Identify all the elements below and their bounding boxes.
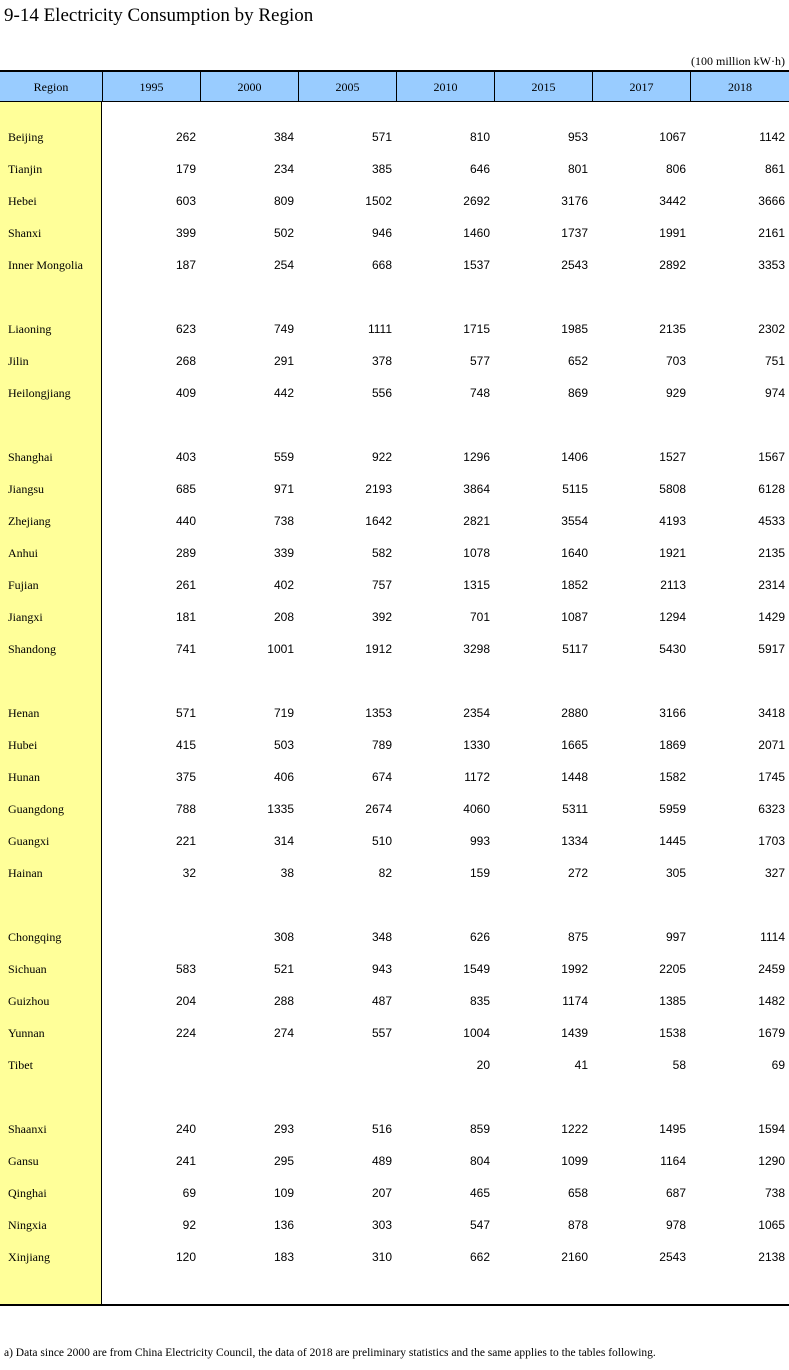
value-cell: 751 — [764, 354, 785, 368]
value-cell: 1921 — [659, 546, 686, 560]
value-cell: 946 — [371, 226, 392, 240]
value-cell: 120 — [175, 1250, 196, 1264]
value-cell: 224 — [175, 1026, 196, 1040]
value-cell: 241 — [175, 1154, 196, 1168]
value-cell: 2354 — [463, 706, 490, 720]
value-cell: 658 — [567, 1186, 588, 1200]
table-row — [0, 831, 789, 851]
unit-label: (100 million kW·h) — [691, 54, 785, 68]
value-cell: 1527 — [659, 450, 686, 464]
value-cell: 385 — [371, 162, 392, 176]
value-cell: 571 — [371, 130, 392, 144]
value-cell: 293 — [273, 1122, 294, 1136]
value-cell: 583 — [175, 962, 196, 976]
column-header: 2000 — [200, 72, 298, 102]
table-row — [0, 1247, 789, 1267]
value-cell: 4060 — [463, 802, 490, 816]
value-cell: 2135 — [758, 546, 785, 560]
region-name: Jiangsu — [8, 482, 44, 496]
value-cell: 2302 — [758, 322, 785, 336]
value-cell: 804 — [469, 1154, 490, 1168]
table-row — [0, 255, 789, 275]
value-cell: 415 — [175, 738, 196, 752]
value-cell: 577 — [469, 354, 490, 368]
value-cell: 289 — [175, 546, 196, 560]
region-name: Shanghai — [8, 450, 53, 464]
region-name: Beijing — [8, 130, 44, 144]
value-cell: 440 — [175, 514, 196, 528]
value-cell: 1594 — [758, 1122, 785, 1136]
value-cell: 339 — [273, 546, 294, 560]
value-cell: 406 — [273, 770, 294, 784]
value-cell: 875 — [567, 930, 588, 944]
value-cell: 719 — [273, 706, 294, 720]
table-row — [0, 767, 789, 787]
value-cell — [102, 927, 196, 947]
value-cell: 268 — [175, 354, 196, 368]
region-name: Liaoning — [8, 322, 52, 336]
value-cell: 1495 — [659, 1122, 686, 1136]
value-cell: 1665 — [561, 738, 588, 752]
region-name: Anhui — [8, 546, 38, 560]
table-row — [0, 959, 789, 979]
region-name: Guangdong — [8, 802, 64, 816]
value-cell: 92 — [182, 1218, 196, 1232]
value-cell: 20 — [476, 1058, 490, 1072]
value-cell: 738 — [764, 1186, 785, 1200]
table-row — [0, 607, 789, 627]
value-cell: 2138 — [758, 1250, 785, 1264]
table-row — [0, 543, 789, 563]
value-cell: 1439 — [561, 1026, 588, 1040]
value-cell: 272 — [567, 866, 588, 880]
value-cell: 1330 — [463, 738, 490, 752]
value-cell: 701 — [469, 610, 490, 624]
value-cell: 1099 — [561, 1154, 588, 1168]
table-header — [0, 70, 789, 102]
value-cell: 687 — [665, 1186, 686, 1200]
value-cell: 810 — [469, 130, 490, 144]
value-cell: 38 — [280, 866, 294, 880]
value-cell: 1448 — [561, 770, 588, 784]
value-cell: 1087 — [561, 610, 588, 624]
region-name: Hebei — [8, 194, 37, 208]
value-cell: 442 — [273, 386, 294, 400]
value-cell: 3166 — [659, 706, 686, 720]
value-cell: 295 — [273, 1154, 294, 1168]
value-cell: 3418 — [758, 706, 785, 720]
value-cell: 183 — [273, 1250, 294, 1264]
value-cell: 703 — [665, 354, 686, 368]
value-cell: 547 — [469, 1218, 490, 1232]
table-bottom-rule — [0, 1304, 789, 1306]
value-cell: 1549 — [463, 962, 490, 976]
value-cell: 623 — [175, 322, 196, 336]
value-cell: 308 — [273, 930, 294, 944]
value-cell: 2135 — [659, 322, 686, 336]
column-header: 2015 — [494, 72, 592, 102]
value-cell: 869 — [567, 386, 588, 400]
value-cell: 1294 — [659, 610, 686, 624]
value-cell: 1679 — [758, 1026, 785, 1040]
value-cell: 878 — [567, 1218, 588, 1232]
value-cell: 516 — [371, 1122, 392, 1136]
region-name: Ningxia — [8, 1218, 47, 1232]
table-row — [0, 447, 789, 467]
value-cell: 510 — [371, 834, 392, 848]
value-cell: 1385 — [659, 994, 686, 1008]
table-row — [0, 479, 789, 499]
value-cell: 1715 — [463, 322, 490, 336]
value-cell: 1567 — [758, 450, 785, 464]
value-cell: 1869 — [659, 738, 686, 752]
value-cell: 5430 — [659, 642, 686, 656]
column-header: 2018 — [690, 72, 789, 102]
value-cell — [200, 1055, 294, 1075]
value-cell: 1001 — [267, 642, 294, 656]
table-row — [0, 575, 789, 595]
region-name: Jiangxi — [8, 610, 43, 624]
value-cell: 4193 — [659, 514, 686, 528]
value-cell: 41 — [574, 1058, 588, 1072]
table-row — [0, 1055, 789, 1075]
value-cell: 861 — [764, 162, 785, 176]
footnote: a) Data since 2000 are from China Electricity Council, the data of 2018 are preliminary statistics and the same applies to the tables following. — [4, 1347, 656, 1359]
value-cell: 1142 — [759, 130, 785, 144]
value-cell: 646 — [469, 162, 490, 176]
table-row — [0, 1119, 789, 1139]
region-name: Henan — [8, 706, 40, 720]
value-cell: 2314 — [758, 578, 785, 592]
value-cell: 2113 — [660, 578, 686, 592]
value-cell: 5808 — [659, 482, 686, 496]
value-cell: 668 — [371, 258, 392, 272]
value-cell: 2821 — [463, 514, 490, 528]
value-cell: 1502 — [365, 194, 392, 208]
value-cell: 1537 — [463, 258, 490, 272]
value-cell: 1737 — [561, 226, 588, 240]
value-cell: 403 — [175, 450, 196, 464]
value-cell: 1429 — [758, 610, 785, 624]
value-cell: 402 — [273, 578, 294, 592]
value-cell — [102, 1055, 196, 1075]
table-row — [0, 735, 789, 755]
value-cell: 502 — [273, 226, 294, 240]
value-cell: 274 — [273, 1026, 294, 1040]
value-cell: 409 — [175, 386, 196, 400]
column-header: 1995 — [102, 72, 200, 102]
table-row — [0, 191, 789, 211]
value-cell: 2205 — [659, 962, 686, 976]
value-cell: 652 — [567, 354, 588, 368]
value-cell: 929 — [665, 386, 686, 400]
value-cell: 1114 — [760, 930, 785, 944]
value-cell: 1290 — [758, 1154, 785, 1168]
value-cell: 489 — [371, 1154, 392, 1168]
table-row — [0, 511, 789, 531]
value-cell: 1065 — [758, 1218, 785, 1232]
value-cell: 1445 — [659, 834, 686, 848]
value-cell: 1067 — [659, 130, 686, 144]
value-cell: 1985 — [561, 322, 588, 336]
value-cell: 5917 — [758, 642, 785, 656]
value-cell: 187 — [175, 258, 196, 272]
region-name: Heilongjiang — [8, 386, 71, 400]
value-cell: 922 — [371, 450, 392, 464]
value-cell: 288 — [273, 994, 294, 1008]
value-cell: 674 — [371, 770, 392, 784]
region-name: Sichuan — [8, 962, 47, 976]
value-cell: 136 — [273, 1218, 294, 1232]
value-cell: 1111 — [367, 322, 392, 336]
value-cell: 1406 — [561, 450, 588, 464]
value-cell: 2543 — [659, 1250, 686, 1264]
value-cell: 1745 — [758, 770, 785, 784]
value-cell: 204 — [175, 994, 196, 1008]
value-cell: 487 — [371, 994, 392, 1008]
region-name: Shaanxi — [8, 1122, 47, 1136]
value-cell: 384 — [273, 130, 294, 144]
value-cell: 2161 — [758, 226, 785, 240]
value-cell: 348 — [371, 930, 392, 944]
value-cell: 3666 — [758, 194, 785, 208]
value-cell: 626 — [469, 930, 490, 944]
region-name: Shandong — [8, 642, 56, 656]
region-name: Tianjin — [8, 162, 43, 176]
value-cell: 159 — [469, 866, 490, 880]
value-cell: 2459 — [758, 962, 785, 976]
value-cell: 749 — [273, 322, 294, 336]
value-cell: 399 — [175, 226, 196, 240]
value-cell: 3353 — [758, 258, 785, 272]
column-header: Region — [33, 80, 69, 94]
table-row — [0, 159, 789, 179]
value-cell: 262 — [175, 130, 196, 144]
value-cell: 1538 — [659, 1026, 686, 1040]
table-row — [0, 799, 789, 819]
value-cell: 314 — [273, 834, 294, 848]
value-cell: 5117 — [562, 642, 588, 656]
value-cell: 1296 — [463, 450, 490, 464]
value-cell: 1334 — [561, 834, 588, 848]
value-cell: 2880 — [561, 706, 588, 720]
value-cell: 1353 — [365, 706, 392, 720]
value-cell: 801 — [567, 162, 588, 176]
value-cell: 997 — [665, 930, 686, 944]
value-cell: 82 — [378, 866, 392, 880]
table-row — [0, 351, 789, 371]
value-cell: 261 — [175, 578, 196, 592]
value-cell: 503 — [273, 738, 294, 752]
value-cell: 571 — [175, 706, 196, 720]
region-name: Gansu — [8, 1154, 39, 1168]
value-cell: 5115 — [562, 482, 588, 496]
value-cell: 6128 — [758, 482, 785, 496]
value-cell: 2674 — [365, 802, 392, 816]
value-cell: 2892 — [659, 258, 686, 272]
value-cell: 748 — [469, 386, 490, 400]
region-name: Hainan — [8, 866, 43, 880]
value-cell: 3554 — [561, 514, 588, 528]
value-cell: 1460 — [463, 226, 490, 240]
value-cell: 208 — [273, 610, 294, 624]
value-cell: 3864 — [463, 482, 490, 496]
value-cell: 685 — [175, 482, 196, 496]
value-cell: 4533 — [758, 514, 785, 528]
value-cell: 2193 — [365, 482, 392, 496]
region-name: Hunan — [8, 770, 40, 784]
region-name: Zhejiang — [8, 514, 51, 528]
value-cell: 58 — [672, 1058, 686, 1072]
region-name: Xinjiang — [8, 1250, 50, 1264]
table-row — [0, 319, 789, 339]
region-name: Inner Mongolia — [8, 258, 83, 272]
page-title: 9-14 Electricity Consumption by Region — [4, 5, 314, 26]
region-name: Shanxi — [8, 226, 42, 240]
value-cell: 5959 — [659, 802, 686, 816]
value-cell: 305 — [665, 866, 686, 880]
value-cell: 809 — [273, 194, 294, 208]
value-cell: 971 — [273, 482, 294, 496]
value-cell: 1991 — [659, 226, 686, 240]
value-cell: 465 — [469, 1186, 490, 1200]
value-cell: 2071 — [758, 738, 785, 752]
region-name: Chongqing — [8, 930, 62, 944]
column-header: 2005 — [298, 72, 396, 102]
value-cell: 3176 — [561, 194, 588, 208]
table-row — [0, 1151, 789, 1171]
value-cell: 2160 — [561, 1250, 588, 1264]
table-row — [0, 1183, 789, 1203]
value-cell: 1703 — [758, 834, 785, 848]
table-row — [0, 927, 789, 947]
value-cell: 1852 — [561, 578, 588, 592]
value-cell: 835 — [469, 994, 490, 1008]
value-cell: 603 — [175, 194, 196, 208]
value-cell: 806 — [665, 162, 686, 176]
region-name: Guangxi — [8, 834, 50, 848]
table-row — [0, 223, 789, 243]
value-cell: 1992 — [561, 962, 588, 976]
value-cell: 738 — [273, 514, 294, 528]
column-header: 2010 — [396, 72, 494, 102]
value-cell: 327 — [764, 866, 785, 880]
value-cell: 221 — [175, 834, 196, 848]
value-cell: 757 — [371, 578, 392, 592]
value-cell: 234 — [273, 162, 294, 176]
region-name: Fujian — [8, 578, 39, 592]
value-cell: 859 — [469, 1122, 490, 1136]
table-row — [0, 863, 789, 883]
column-header: 2017 — [592, 72, 690, 102]
value-cell: 1315 — [463, 578, 490, 592]
value-cell: 2692 — [463, 194, 490, 208]
table-row — [0, 991, 789, 1011]
value-cell: 1164 — [660, 1154, 686, 1168]
value-cell: 1640 — [561, 546, 588, 560]
value-cell: 32 — [182, 866, 196, 880]
value-cell: 181 — [175, 610, 196, 624]
value-cell: 1642 — [365, 514, 392, 528]
value-cell: 662 — [469, 1250, 490, 1264]
value-cell: 974 — [764, 386, 785, 400]
value-cell: 1174 — [562, 994, 588, 1008]
region-name: Qinghai — [8, 1186, 47, 1200]
region-name: Tibet — [8, 1058, 33, 1072]
table-row — [0, 1215, 789, 1235]
table-row — [0, 703, 789, 723]
table-row — [0, 1023, 789, 1043]
value-cell: 392 — [371, 610, 392, 624]
value-cell: 1912 — [365, 642, 392, 656]
value-cell: 69 — [771, 1058, 785, 1072]
value-cell: 303 — [371, 1218, 392, 1232]
value-cell: 5311 — [562, 802, 588, 816]
value-cell: 1004 — [463, 1026, 490, 1040]
value-cell: 582 — [371, 546, 392, 560]
value-cell: 3298 — [463, 642, 490, 656]
value-cell: 109 — [273, 1186, 294, 1200]
value-cell: 1335 — [267, 802, 294, 816]
value-cell: 1222 — [561, 1122, 588, 1136]
value-cell: 2543 — [561, 258, 588, 272]
value-cell: 1078 — [463, 546, 490, 560]
region-name: Jilin — [8, 354, 29, 368]
value-cell: 310 — [371, 1250, 392, 1264]
value-cell: 789 — [371, 738, 392, 752]
value-cell: 3442 — [659, 194, 686, 208]
value-cell: 556 — [371, 386, 392, 400]
table-row — [0, 383, 789, 403]
value-cell: 179 — [175, 162, 196, 176]
value-cell: 741 — [175, 642, 196, 656]
table-row — [0, 127, 789, 147]
value-cell: 291 — [273, 354, 294, 368]
value-cell: 1482 — [758, 994, 785, 1008]
value-cell: 6323 — [758, 802, 785, 816]
value-cell: 521 — [273, 962, 294, 976]
value-cell: 375 — [175, 770, 196, 784]
value-cell: 240 — [175, 1122, 196, 1136]
value-cell: 943 — [371, 962, 392, 976]
value-cell: 953 — [567, 130, 588, 144]
value-cell: 993 — [469, 834, 490, 848]
table-row — [0, 639, 789, 659]
consumption-table — [0, 70, 789, 1306]
value-cell: 559 — [273, 450, 294, 464]
value-cell: 557 — [371, 1026, 392, 1040]
region-name: Guizhou — [8, 994, 50, 1008]
region-name: Hubei — [8, 738, 38, 752]
value-cell: 254 — [273, 258, 294, 272]
value-cell: 788 — [175, 802, 196, 816]
value-cell: 207 — [371, 1186, 392, 1200]
value-cell: 978 — [665, 1218, 686, 1232]
value-cell: 378 — [371, 354, 392, 368]
value-cell — [298, 1055, 392, 1075]
value-cell: 69 — [182, 1186, 196, 1200]
region-name: Yunnan — [8, 1026, 45, 1040]
value-cell: 1582 — [659, 770, 686, 784]
value-cell: 1172 — [464, 770, 490, 784]
